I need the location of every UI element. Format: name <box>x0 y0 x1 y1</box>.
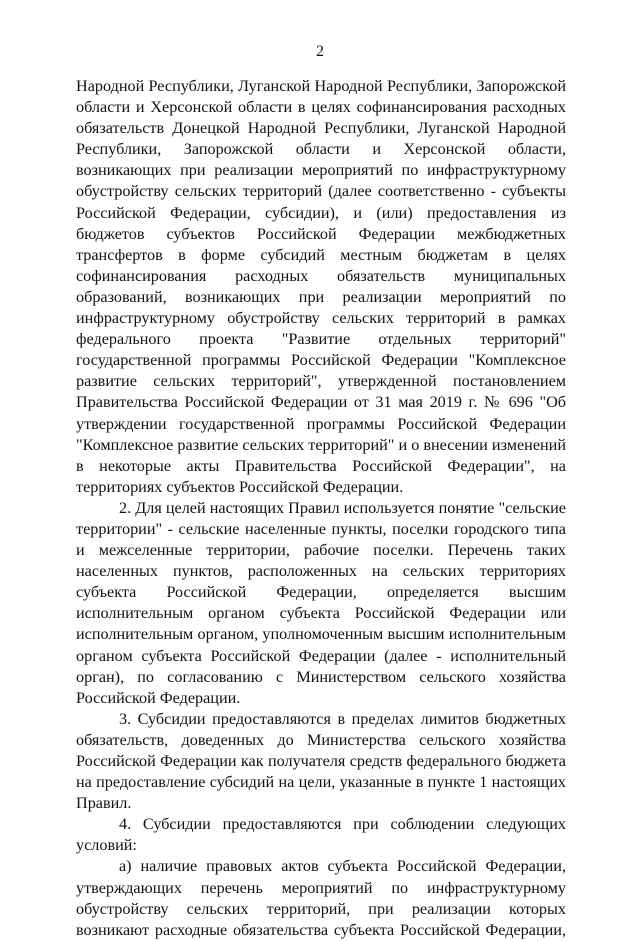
paragraph-4-conditions: 4. Субсидии предоставляются при соблюдении следующих условий: <box>76 815 566 855</box>
paragraph-2-rural-territories: 2. Для целей настоящих Правил используется понятие "сельские территории" - сельские населенные пункты, поселки городского типа и межселенные территории, рабочие поселки. Перечень таких населенных пунктов, расположенных на сельских территориях субъекта Российской Федерации, определяется высшим исполнительным органом субъекта Российской Федерации или исполнительным органом, уполномоченным высшим исполнительным органом субъекта Российской Федерации (далее - исполнительный орган), по согласованию с Министерством сельского хозяйства Российской Федерации. <box>76 498 566 707</box>
paragraph-3-subsidy-limits: 3. Субсидии предоставляются в пределах лимитов бюджетных обязательств, доведенных до Министерства сельского хозяйства Российской Федерации как получателя средств федерального бюджета на предоставление субсидий на цели, указанные в пункте 1 настоящих Правил. <box>76 709 566 813</box>
document-body <box>76 76 566 941</box>
page-number: 2 <box>316 43 324 60</box>
paragraph-1-continuation: Народной Республики, Луганской Народной Республики, Запорожской области и Херсонской области в целях софинансирования расходных обязательств Донецкой Народной Республики, Луганской Народной Республики, Запорожской области и Херсонской области, возникающих при реализации мероприятий по инфраструктурному обустройству сельских территорий (далее соответственно - субъекты Российской Федерации, субсидии), и (или) предоставления из бюджетов субъектов Российской Федерации межбюджетных трансфертов в форме субсидий местным бюджетам в целях софинансирования расходных обязательств муниципальных образований, возникающих при реализации мероприятий по инфраструктурному обустройству сельских территорий в рамках федерального проекта "Развитие отдельных территорий" государственной программы Российской Федерации "Комплексное развитие сельских территорий", утвержденной постановлением Правительства Российской Федерации от 31 мая 2019 г. № 696 "Об утверждении государственной программы Российской Федерации "Комплексное развитие сельских территорий" и о внесении изменений в некоторые акты Правительства Российской Федерации", на территориях субъектов Российской Федерации. <box>76 77 566 496</box>
paragraph-4a-legal-acts: а) наличие правовых актов субъекта Российской Федерации, утверждающих перечень мероприятий по инфраструктурному обустройству сельских территорий, при реализации которых возникают расходные обязательства субъекта Российской Федерации, <box>76 857 566 939</box>
